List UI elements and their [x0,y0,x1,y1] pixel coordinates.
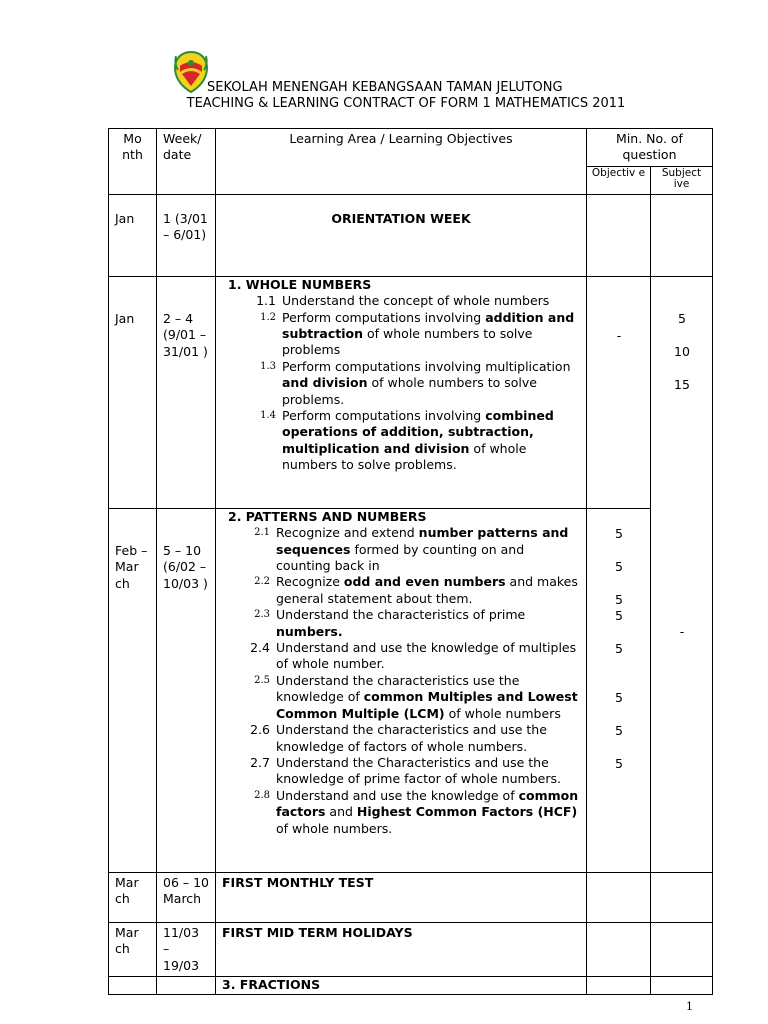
header-month: Mo nth [109,129,157,195]
objective-count: 5 [615,640,623,656]
row-week: 1 (3/01 – 6/01) [157,194,216,276]
table-row [109,508,713,872]
table-row [109,276,713,508]
objective-count: 5 [615,558,623,574]
table-row [109,922,713,976]
list-item: 1.3 Perform computations involving multiplication and division of whole numbers to solve problems. [260,358,571,407]
row-month: Mar ch [109,872,157,922]
row-month [109,977,157,995]
list-item: 1.2 Perform computations involving addition and subtraction of whole numbers to solve problems [260,309,575,358]
header-objective: Objectiv e [587,166,651,194]
objective-count: 5 [615,591,623,607]
school-crest-logo [172,50,210,94]
row-week: 06 – 10 March [157,872,216,922]
table-header-row [109,129,713,167]
row-title: FIRST MID TERM HOLIDAYS [222,924,413,940]
list-item: 2.5 Understand the characteristics use the knowledge of common Multiples and Lowest Common Multiple (LCM) of whole numbers [254,672,578,721]
header-week: Week/ date [157,129,216,195]
contract-title: TEACHING & LEARNING CONTRACT OF FORM 1 MATHEMATICS 2011 [186,96,626,111]
list-item: 2.8 Understand and use the knowledge of common factors and Highest Common Factors (HCF) of whole numbers. [254,787,579,836]
list-item: 2.2 Recognize odd and even numbers and makes general statement about them. [254,574,578,606]
learning-contract-table [108,128,713,995]
row-title: FIRST MONTHLY TEST [222,874,374,890]
table-row [109,872,713,922]
row-title: 2. PATTERNS AND NUMBERS [228,508,427,524]
list-item: 1.4 Perform computations involving combined operations of addition, subtraction, multiplication and division of whole numbers to solve problems. [260,408,554,473]
row-month: Jan [109,194,157,276]
header-subjective: Subject ive [651,166,713,194]
row-month: Jan [109,276,157,508]
row-title: ORIENTATION WEEK [331,210,471,226]
header-min-questions: Min. No. of question [587,129,713,167]
subjective-count: 15 [674,376,690,392]
list-item: 2.3 Understand the characteristics of prime numbers. [254,607,526,639]
objective-count: 5 [615,755,623,771]
header-learning-area: Learning Area / Learning Objectives [216,129,587,195]
subjective-count: 10 [674,343,690,359]
row-week: 11/03 – 19/03 [157,922,216,976]
row-week: 5 – 10 (6/02 – 10/03 ) [157,508,216,872]
list-item: 2.4 Understand and use the knowledge of multiples of whole number. [250,640,577,672]
row-week [157,977,216,995]
subjective-count: - [679,624,685,640]
objective-count: 5 [615,689,623,705]
row-week: 2 – 4 (9/01 – 31/01 ) [157,276,216,508]
subjective-count: 5 [678,310,686,326]
objective-count: 5 [615,525,623,541]
row-month: Mar ch [109,922,157,976]
table-row [109,977,713,995]
table-row [109,194,713,276]
objective-count: 5 [615,722,623,738]
school-name: SEKOLAH MENENGAH KEBANGSAAN TAMAN JELUTONG [207,80,563,95]
objective-count: - [616,327,622,343]
row-month: Feb – Mar ch [109,508,157,872]
objective-count: 5 [615,607,623,623]
list-item: 2.7 Understand the Characteristics and use the knowledge of prime factor of whole numbers. [250,754,561,787]
row-title: 3. FRACTIONS [222,977,321,993]
row-title: 1. WHOLE NUMBERS [228,276,372,292]
list-item: 2.1 Recognize and extend number patterns and sequences formed by counting on and counting back in [254,525,569,574]
list-item: 1.1 Understand the concept of whole numbers [256,293,550,309]
list-item: 2.6 Understand the characteristics and use the knowledge of factors of whole numbers. [250,722,547,754]
page-number: 1 [686,1000,693,1013]
